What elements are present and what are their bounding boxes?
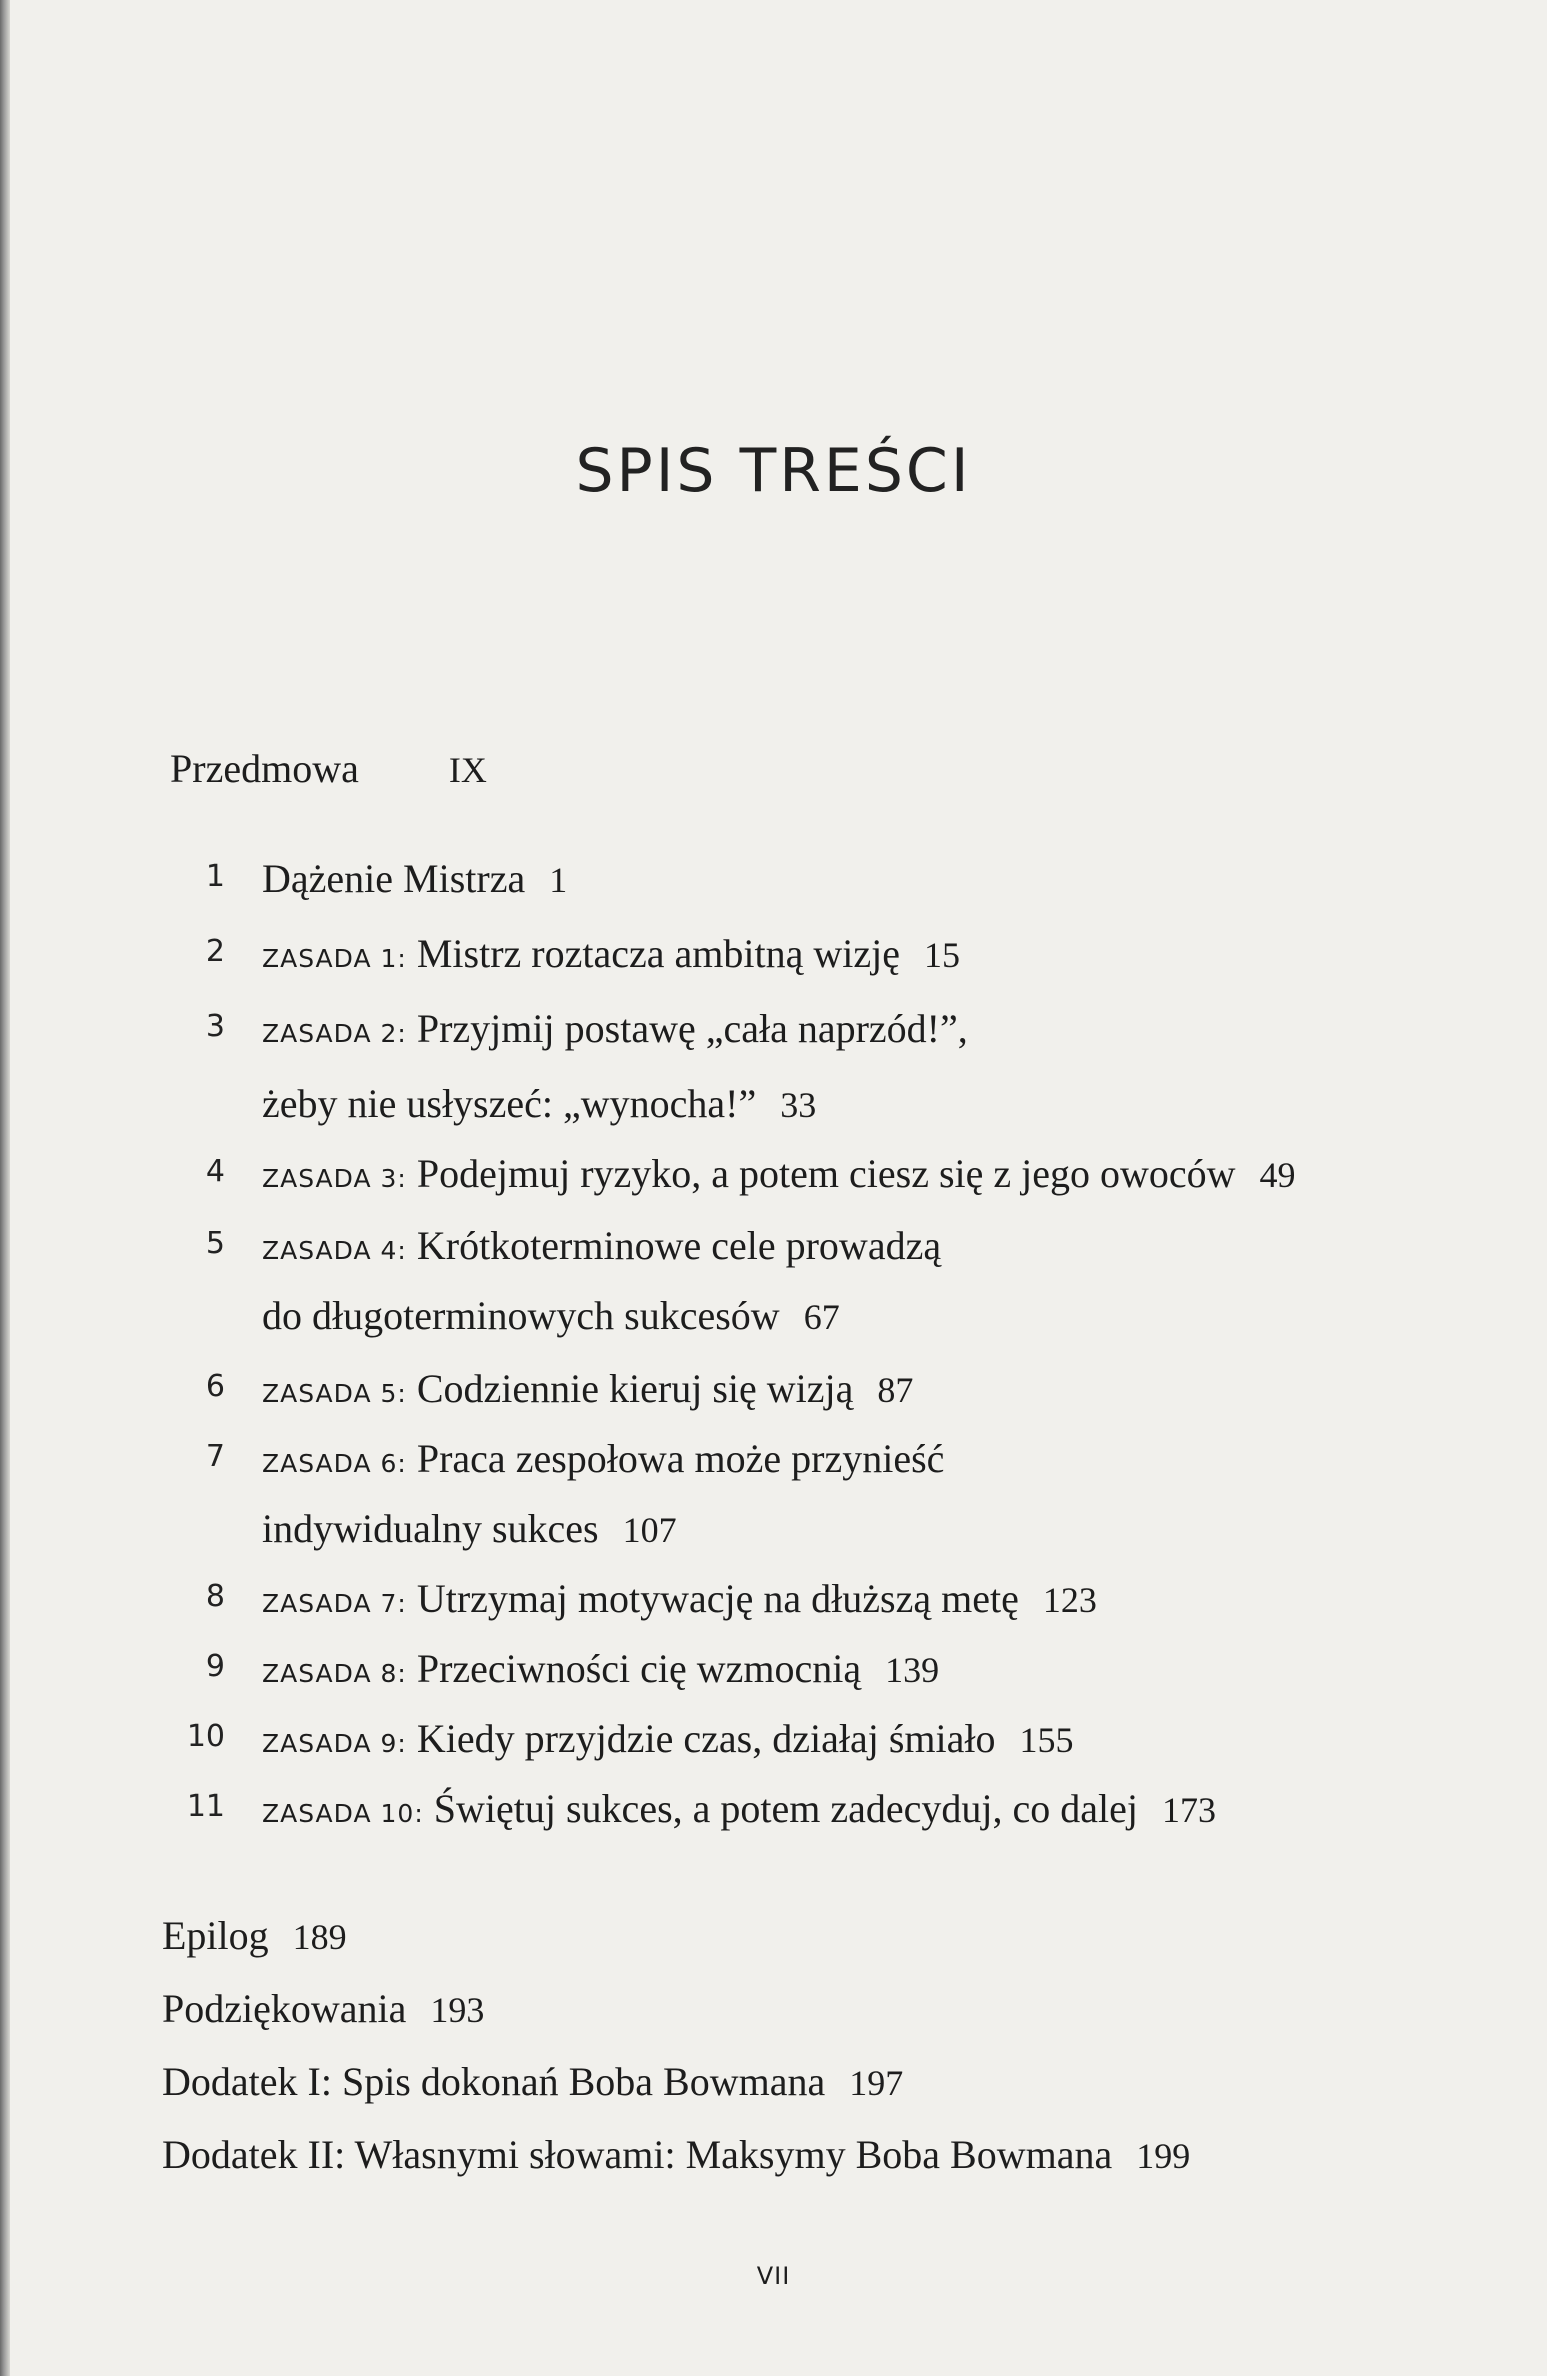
chapter-page: 15 <box>923 935 960 975</box>
toc-entry-back-matter <box>162 1912 347 1959</box>
chapter-title: Przeciwności cię wzmocnią <box>416 1646 862 1691</box>
entry-page: 199 <box>1136 2136 1191 2176</box>
chapter-number: 5 <box>205 1226 225 1261</box>
entry-title: Podziękowania <box>162 1986 407 2031</box>
chapter-title: Praca zespołowa może przynieść <box>416 1436 945 1481</box>
chapter-number: 3 <box>205 1009 225 1044</box>
chapter-title-line <box>262 1080 816 1127</box>
chapter-title-line <box>262 1785 1216 1832</box>
entry-title: Epilog <box>162 1913 269 1958</box>
chapter-page: 67 <box>803 1297 840 1337</box>
chapter-page: 33 <box>780 1085 817 1125</box>
chapter-page: 49 <box>1259 1155 1296 1195</box>
entry-title: Przedmowa <box>170 746 359 791</box>
toc-entry-preface <box>170 745 487 792</box>
chapter-number: 11 <box>186 1789 225 1824</box>
chapter-title: Mistrz roztacza ambitną wizję <box>416 931 900 976</box>
chapter-page: 155 <box>1019 1720 1074 1760</box>
principle-label: ZASADA 1: <box>262 944 407 973</box>
principle-label: ZASADA 9: <box>262 1729 407 1758</box>
chapter-title-line <box>262 1365 913 1412</box>
chapter-title: Świętuj sukces, a potem zadecyduj, co dalej <box>433 1786 1138 1831</box>
chapter-title-line <box>262 1005 968 1052</box>
chapter-number: 6 <box>205 1369 225 1404</box>
chapter-title: do długoterminowych sukcesów <box>262 1293 780 1338</box>
book-spine-shadow <box>0 0 10 2376</box>
chapter-number: 9 <box>205 1649 225 1684</box>
chapter-number: 8 <box>205 1579 225 1614</box>
page-number: VII <box>756 2262 791 2290</box>
chapter-title: Codziennie kieruj się wizją <box>416 1366 854 1411</box>
toc-entry-back-matter <box>162 1985 484 2032</box>
chapter-title-line <box>262 1505 677 1552</box>
chapter-title: Przyjmij postawę „cała naprzód!”, <box>416 1006 968 1051</box>
chapter-number: 1 <box>205 859 225 894</box>
chapter-title-line <box>262 1715 1074 1762</box>
chapter-page: 139 <box>885 1650 940 1690</box>
chapter-number: 2 <box>205 934 225 969</box>
chapter-title: Utrzymaj motywację na dłuższą metę <box>416 1576 1019 1621</box>
page-title: SPIS TREŚCI <box>575 436 972 506</box>
chapter-title-line <box>262 1222 941 1269</box>
chapter-title-line <box>262 1645 939 1692</box>
chapter-page: 87 <box>877 1370 914 1410</box>
entry-title: Dodatek II: Własnymi słowami: Maksymy Boba Bowmana <box>162 2132 1113 2177</box>
principle-label: ZASADA 6: <box>262 1449 407 1478</box>
chapter-number: 4 <box>205 1154 225 1189</box>
chapter-title: Podejmuj ryzyko, a potem ciesz się z jego owoców <box>416 1151 1236 1196</box>
chapter-title-line <box>262 1575 1097 1622</box>
chapter-page: 123 <box>1042 1580 1097 1620</box>
principle-label: ZASADA 4: <box>262 1236 407 1265</box>
chapter-title-line <box>262 1150 1296 1197</box>
chapter-page: 173 <box>1161 1790 1216 1830</box>
entry-page: 197 <box>849 2063 904 2103</box>
entry-page: 189 <box>292 1917 347 1957</box>
principle-label: ZASADA 7: <box>262 1589 407 1618</box>
chapter-number: 7 <box>205 1439 225 1474</box>
principle-label: ZASADA 2: <box>262 1019 407 1048</box>
chapter-page: 107 <box>622 1510 677 1550</box>
chapter-number: 10 <box>186 1719 225 1754</box>
chapter-title-line <box>262 1435 944 1482</box>
principle-label: ZASADA 3: <box>262 1164 407 1193</box>
chapter-page: 1 <box>549 860 568 900</box>
chapter-title: Dążenie Mistrza <box>262 856 526 901</box>
chapter-title-line <box>262 855 567 902</box>
principle-label: ZASADA 10: <box>262 1799 424 1828</box>
principle-label: ZASADA 8: <box>262 1659 407 1688</box>
chapter-title: Kiedy przyjdzie czas, działaj śmiało <box>416 1716 996 1761</box>
principle-label: ZASADA 5: <box>262 1379 407 1408</box>
toc-entry-back-matter <box>162 2131 1190 2178</box>
chapter-title: żeby nie usłyszeć: „wynocha!” <box>262 1081 757 1126</box>
chapter-title: Krótkoterminowe cele prowadzą <box>416 1223 942 1268</box>
chapter-title-line <box>262 930 960 977</box>
toc-entry-back-matter <box>162 2058 903 2105</box>
entry-page: IX <box>448 750 487 790</box>
chapter-title: indywidualny sukces <box>262 1506 599 1551</box>
entry-title: Dodatek I: Spis dokonań Boba Bowmana <box>162 2059 826 2104</box>
chapter-title-line <box>262 1292 840 1339</box>
entry-page: 193 <box>430 1990 485 2030</box>
